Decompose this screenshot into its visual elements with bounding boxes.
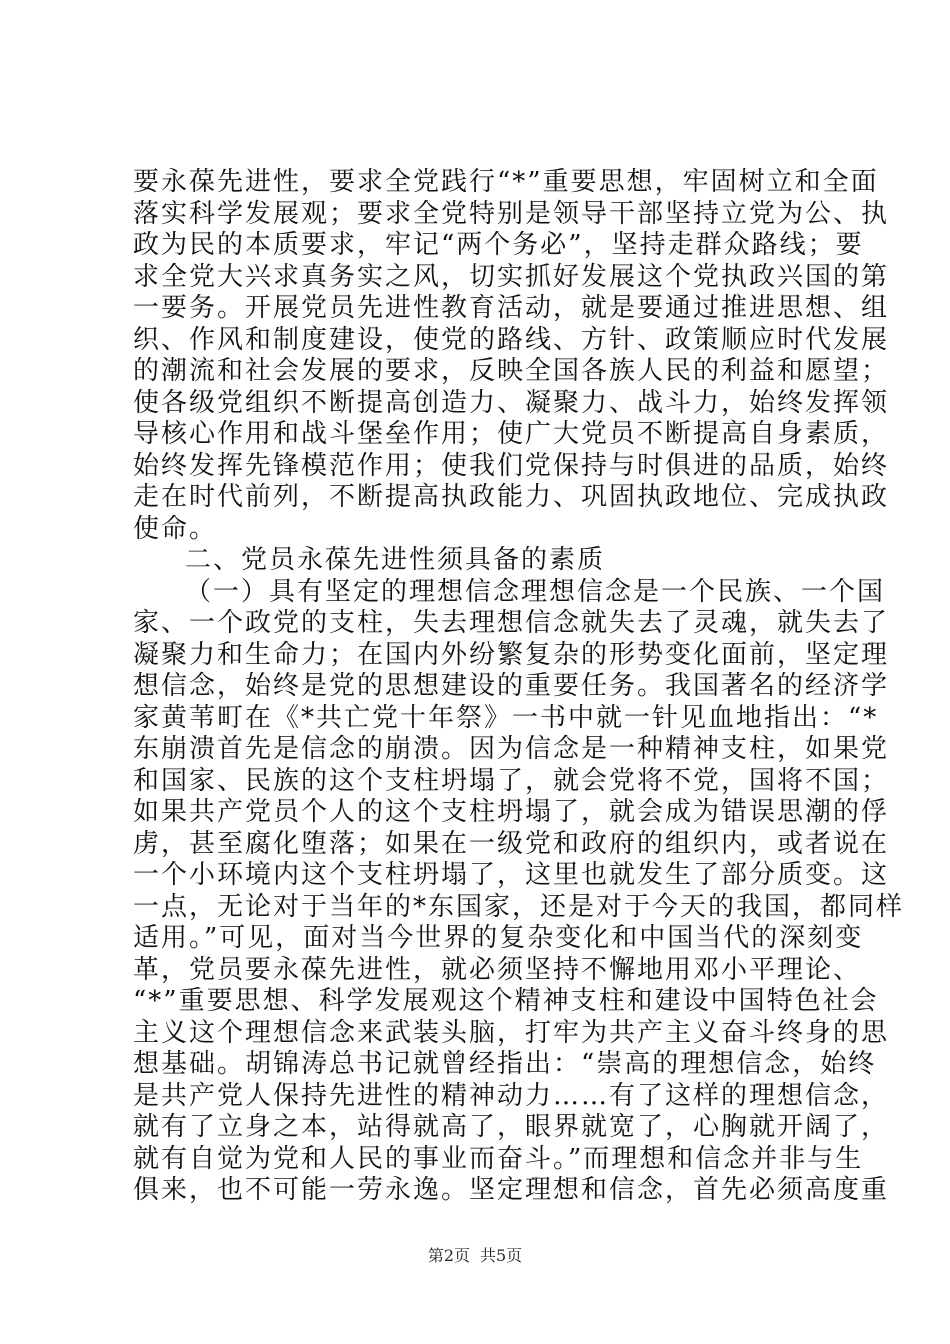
text-line: 使命。 [133, 513, 218, 544]
text-line: 始终发挥先锋模范作用；使我们党保持与时俱进的品质，始终 [133, 450, 890, 481]
text-line: 如果共产党员个人的这个支柱坍塌了，就会成为错误思潮的俘 [133, 797, 890, 827]
text-line: 就有了立身之本，站得就高了，眼界就宽了，心胸就开阔了， [133, 1112, 890, 1142]
text-line: 想信念，始终是党的思想建设的重要任务。我国著名的经济学 [133, 671, 890, 701]
text-line: 家、一个政党的支柱，失去理想信念就失去了灵魂，就失去了 [133, 608, 890, 638]
text-line: （一）具有坚定的理想信念理想信念是一个民族、一个国 [185, 576, 886, 607]
page-footer [0, 1243, 950, 1266]
text-line: 俱来，也不可能一劳永逸。坚定理想和信念，首先必须高度重 [133, 1175, 890, 1205]
page-total: 共5页 [480, 1246, 523, 1265]
text-line: 东崩溃首先是信念的崩溃。因为信念是一种精神支柱，如果党 [133, 734, 890, 764]
text-line: 使各级党组织不断提高创造力、凝聚力、战斗力，始终发挥领 [133, 387, 890, 418]
text-line: 导核心作用和战斗堡垒作用；使广大党员不断提高自身素质， [133, 419, 890, 449]
text-line: 二、党员永葆先进性须具备的素质 [185, 545, 606, 575]
text-line: 主义这个理想信念来武装头脑，打牢为共产主义奋斗终身的思 [133, 1017, 890, 1048]
text-line: 是共产党人保持先进性的精神动力……有了这样的理想信念， [133, 1080, 890, 1111]
text-line: 想基础。胡锦涛总书记就曾经指出：“崇高的理想信念，始终 [133, 1049, 877, 1079]
text-line: 求全党大兴求真务实之风，切实抓好发展这个党执政兴国的第 [133, 261, 890, 292]
text-line: 一点，无论对于当年的*东国家，还是对于今天的我国，都同样 [133, 891, 905, 922]
text-line: 适用。”可见，面对当今世界的复杂变化和中国当代的深刻变 [133, 923, 864, 953]
text-line: 一个小环境内这个支柱坍塌了，这里也就发生了部分质变。这 [133, 860, 890, 890]
text-line: 一要务。开展党员先进性教育活动，就是要通过推进思想、组 [133, 293, 890, 323]
text-line: 织、作风和制度建设，使党的路线、方针、政策顺应时代发展 [133, 324, 890, 355]
text-line: 要永葆先进性，要求全党践行“*”重要思想，牢固树立和全面 [133, 167, 879, 197]
text-line: 就有自觉为党和人民的事业而奋斗。”而理想和信念并非与生 [133, 1143, 864, 1174]
text-line: 政为民的本质要求，牢记“两个务必”，坚持走群众路线；要 [133, 230, 864, 260]
page-number: 第2页 [427, 1246, 470, 1265]
text-line: 革，党员要永葆先进性，就必须坚持不懈地用邓小平理论、 [133, 954, 862, 985]
document-body [133, 167, 905, 1207]
text-line: 家黄苇町在《*共亡党十年祭》一书中就一针见血地指出：“* [133, 702, 879, 733]
text-line: 的潮流和社会发展的要求，反映全国各族人民的利益和愿望； [133, 356, 890, 386]
text-line: “*”重要思想、科学发展观这个精神支柱和建设中国特色社会 [133, 986, 879, 1016]
text-line: 凝聚力和生命力；在国内外纷繁复杂的形势变化面前，坚定理 [133, 639, 890, 670]
text-line: 和国家、民族的这个支柱坍塌了，就会党将不党，国将不国； [133, 765, 890, 796]
text-line: 落实科学发展观；要求全党特别是领导干部坚持立党为公、执 [133, 198, 890, 229]
text-line: 虏，甚至腐化堕落；如果在一级党和政府的组织内，或者说在 [133, 828, 890, 859]
text-line: 走在时代前列，不断提高执政能力、巩固执政地位、完成执政 [133, 482, 890, 512]
